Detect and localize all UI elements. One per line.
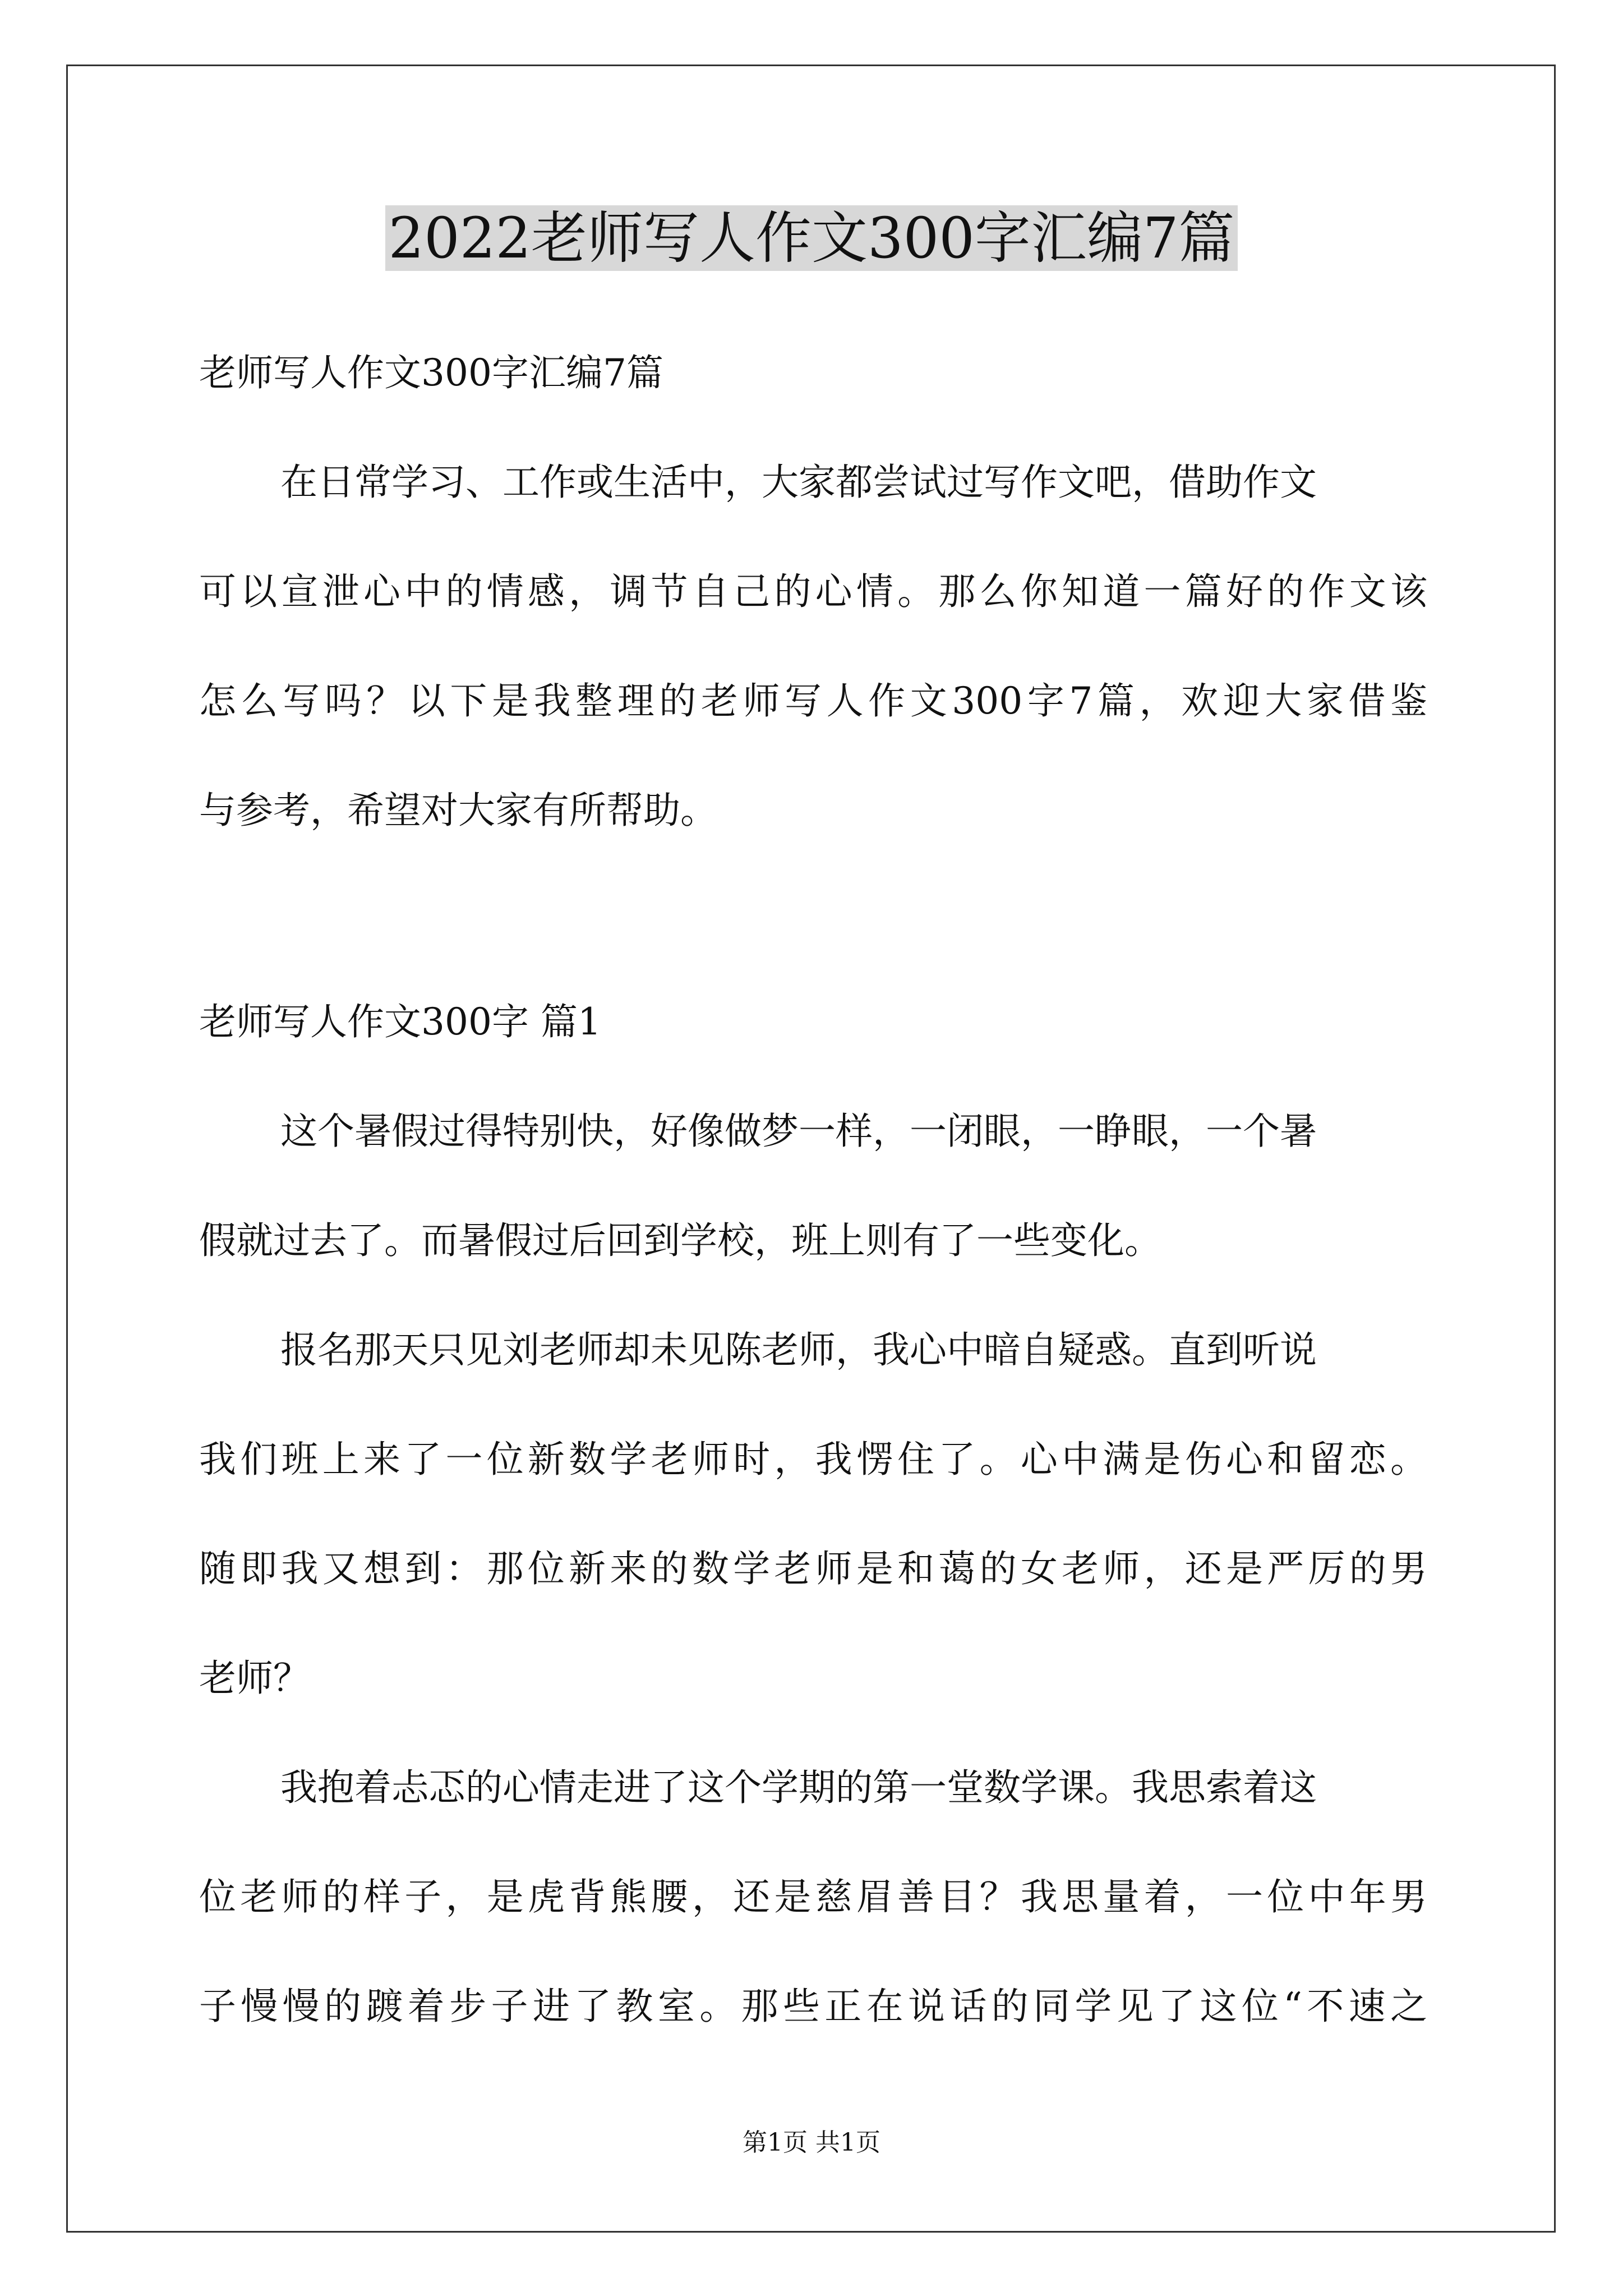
document-title-text: 2022老师写人作文300字汇编7篇 [385,205,1238,271]
section-line-8: 位老师的样子，是虎背熊腰，还是慈眉善目？我思量着，一位中年男 [199,1875,1427,1918]
section-line-7: 我抱着忐忑的心情走进了这个学期的第一堂数学课。我思索着这 [280,1766,1317,1809]
intro-line-4: 与参考，希望对大家有所帮助。 [199,789,717,832]
intro-line-3: 怎么写吗？以下是我整理的老师写人作文300字7篇，欢迎大家借鉴 [199,679,1427,723]
document-subtitle: 老师写人作文300字汇编7篇 [199,351,663,394]
section-line-3: 报名那天只见刘老师却未见陈老师，我心中暗自疑惑。直到听说 [280,1328,1317,1372]
section-line-2: 假就过去了。而暑假过后回到学校，班上则有了一些变化。 [199,1219,1161,1262]
document-title [0,199,1623,278]
section-line-4: 我们班上来了一位新数学老师时，我愣住了。心中满是伤心和留恋。 [199,1438,1427,1481]
section-line-5: 随即我又想到：那位新来的数学老师是和蔼的女老师，还是严厉的男 [199,1547,1427,1590]
section-line-1: 这个暑假过得特别快，好像做梦一样，一闭眼，一睁眼，一个暑 [280,1110,1317,1153]
section-heading: 老师写人作文300字 篇1 [199,1000,601,1043]
section-line-9: 子慢慢的踱着步子进了教室。那些正在说话的同学见了这位“不速之 [199,1985,1427,2028]
page-footer: 第1页 共1页 [743,2128,880,2157]
intro-line-2: 可以宣泄心中的情感，调节自己的心情。那么你知道一篇好的作文该 [199,570,1427,613]
section-line-6: 老师？ [199,1657,310,1700]
intro-line-1: 在日常学习、工作或生活中，大家都尝试过写作文吧，借助作文 [280,461,1317,504]
